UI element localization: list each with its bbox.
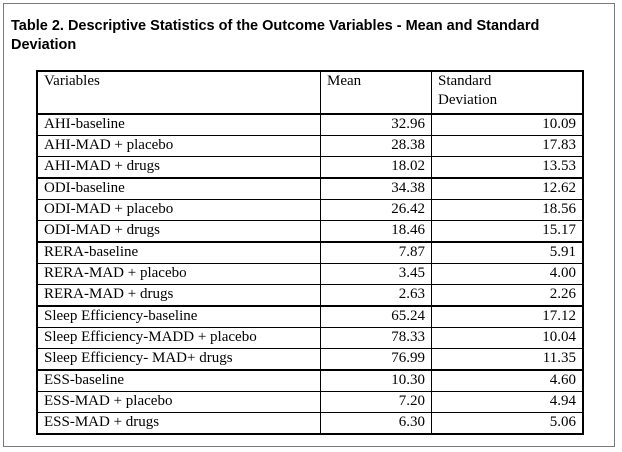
table-row — [37, 157, 583, 179]
cell-variable: RERA-MAD + placebo — [37, 264, 321, 285]
table-row — [37, 264, 583, 285]
cell-sd: 5.91 — [432, 242, 584, 264]
cell-mean: 7.20 — [321, 392, 432, 413]
cell-variable: RERA-MAD + drugs — [37, 285, 321, 307]
cell-mean: 34.38 — [321, 178, 432, 200]
cell-sd: 10.09 — [432, 114, 584, 136]
cell-mean: 10.30 — [321, 370, 432, 392]
cell-sd: 17.83 — [432, 136, 584, 157]
table-row — [37, 178, 583, 200]
header-variables: Variables — [37, 71, 321, 114]
cell-variable: Sleep Efficiency-baseline — [37, 306, 321, 328]
cell-sd: 4.00 — [432, 264, 584, 285]
cell-variable: RERA-baseline — [37, 242, 321, 264]
cell-variable: ODI-MAD + placebo — [37, 200, 321, 221]
cell-variable: ESS-MAD + drugs — [37, 413, 321, 435]
cell-mean: 18.02 — [321, 157, 432, 179]
table-row — [37, 242, 583, 264]
cell-variable: ESS-MAD + placebo — [37, 392, 321, 413]
cell-sd: 4.60 — [432, 370, 584, 392]
table-row — [37, 349, 583, 371]
cell-sd: 18.56 — [432, 200, 584, 221]
cell-sd: 17.12 — [432, 306, 584, 328]
table-row — [37, 200, 583, 221]
cell-variable: Sleep Efficiency- MAD+ drugs — [37, 349, 321, 371]
cell-mean: 65.24 — [321, 306, 432, 328]
table-row — [37, 114, 583, 136]
cell-sd: 10.04 — [432, 328, 584, 349]
cell-mean: 28.38 — [321, 136, 432, 157]
table-row — [37, 370, 583, 392]
cell-sd: 5.06 — [432, 413, 584, 435]
header-sd-line2: Deviation — [438, 92, 498, 108]
cell-mean: 7.87 — [321, 242, 432, 264]
cell-mean: 26.42 — [321, 200, 432, 221]
cell-mean: 6.30 — [321, 413, 432, 435]
cell-sd: 2.26 — [432, 285, 584, 307]
header-mean: Mean — [321, 71, 432, 114]
table-row — [37, 392, 583, 413]
table-row — [37, 413, 583, 435]
cell-sd: 13.53 — [432, 157, 584, 179]
header-row — [37, 71, 583, 114]
table-caption: Table 2. Descriptive Statistics of the Outcome Variables - Mean and Standard Deviation — [11, 18, 540, 53]
cell-mean: 2.63 — [321, 285, 432, 307]
statistics-table — [36, 70, 584, 435]
cell-sd: 11.35 — [432, 349, 584, 371]
cell-variable: AHI-MAD + drugs — [37, 157, 321, 179]
table-row — [37, 328, 583, 349]
table-row — [37, 136, 583, 157]
cell-mean: 32.96 — [321, 114, 432, 136]
cell-variable: ODI-baseline — [37, 178, 321, 200]
cell-sd: 15.17 — [432, 221, 584, 243]
cell-variable: AHI-MAD + placebo — [37, 136, 321, 157]
table-row — [37, 221, 583, 243]
table-row — [37, 306, 583, 328]
cell-mean: 18.46 — [321, 221, 432, 243]
cell-variable: Sleep Efficiency-MADD + placebo — [37, 328, 321, 349]
cell-sd: 12.62 — [432, 178, 584, 200]
cell-mean: 76.99 — [321, 349, 432, 371]
header-standard-deviation — [432, 71, 584, 114]
cell-variable: ESS-baseline — [37, 370, 321, 392]
cell-variable: AHI-baseline — [37, 114, 321, 136]
table-row — [37, 285, 583, 307]
cell-sd: 4.94 — [432, 392, 584, 413]
cell-mean: 78.33 — [321, 328, 432, 349]
header-sd-line1: Standard — [438, 73, 492, 89]
cell-variable: ODI-MAD + drugs — [37, 221, 321, 243]
cell-mean: 3.45 — [321, 264, 432, 285]
